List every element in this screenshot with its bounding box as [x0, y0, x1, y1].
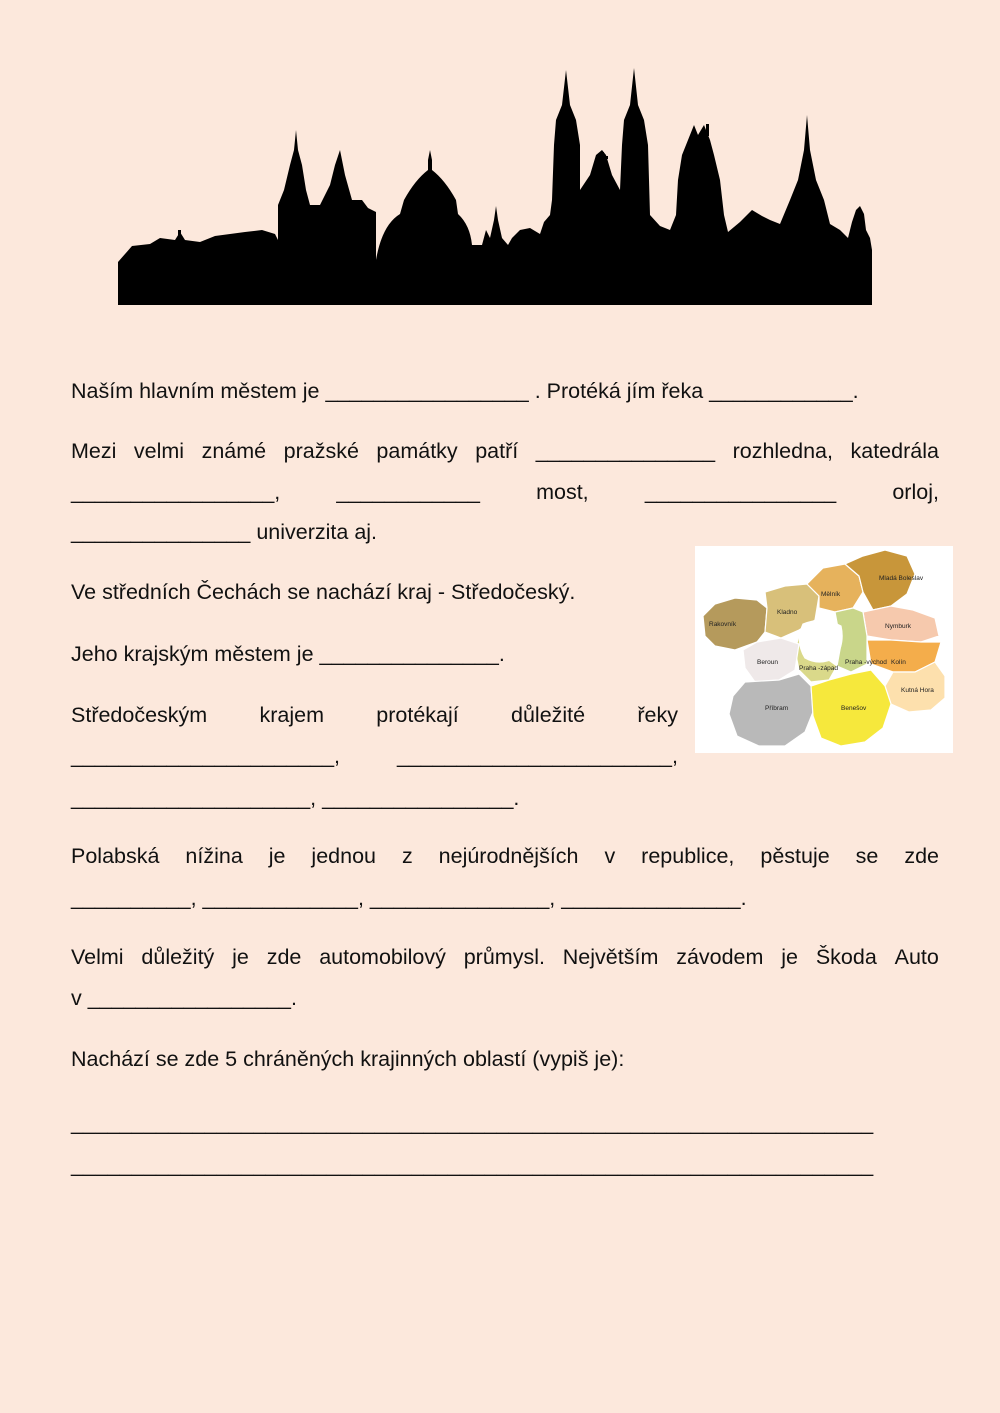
sentence-automotive-2: v _________________.: [71, 986, 297, 1010]
sentence-automotive-1: [71, 944, 939, 970]
sentence-rivers-3: ____________________, ________________.: [71, 786, 520, 810]
sentence-university: _______________ univerzita aj.: [71, 520, 378, 544]
answer-blank[interactable]: ______________________,: [71, 744, 341, 768]
word: Polabská: [71, 844, 160, 868]
sentence-regional-city: Jeho krajským městem je _______________.: [71, 642, 505, 666]
prague-area: [799, 620, 842, 662]
word: rozhledna,: [732, 439, 833, 463]
map-label: Příbram: [765, 705, 789, 712]
word: důležité: [511, 703, 586, 727]
word: krajem: [259, 703, 324, 727]
word: zde: [266, 945, 302, 969]
word: závodem: [676, 945, 764, 969]
word: Auto: [894, 945, 939, 969]
word: katedrála: [850, 439, 939, 463]
map-label: Mladá Boleslav: [879, 575, 924, 582]
word: se: [855, 844, 879, 868]
word: republice,: [641, 844, 735, 868]
word: Mezi: [71, 439, 117, 463]
word: z: [401, 844, 413, 868]
answer-line-2[interactable]: __________________________________________________________________: [71, 1153, 874, 1177]
sentence-prague-monuments-2: [71, 479, 939, 505]
word: pražské: [283, 439, 359, 463]
answer-blank[interactable]: _________________,: [71, 480, 281, 504]
word: důležitý: [141, 945, 215, 969]
sentence-polabi-1: [71, 843, 939, 869]
word: Středočeským: [71, 703, 208, 727]
word: Velmi: [71, 945, 124, 969]
map-label: Rakovník: [709, 621, 737, 628]
central-bohemia-map: [695, 546, 953, 753]
word: jednou: [311, 844, 376, 868]
answer-blank[interactable]: ____________: [336, 480, 480, 504]
word: most,: [536, 480, 589, 504]
word: průmysl.: [463, 945, 545, 969]
map-label: Kolín: [891, 659, 906, 666]
sentence-prague-monuments-1: [71, 438, 939, 464]
map-label: Benešov: [841, 705, 867, 712]
sentence-central-bohemia: Ve středních Čechách se nachází kraj - Středočeský.: [71, 580, 576, 604]
answer-blank[interactable]: ________________: [644, 480, 837, 504]
answer-blank[interactable]: _______________________,: [397, 744, 678, 768]
sentence-protected-areas: Nachází se zde 5 chráněných krajinných oblastí (vypiš je):: [71, 1047, 625, 1071]
word: zde: [904, 844, 939, 868]
sentence-capital-city: Naším hlavním městem je _________________ . Protéká jím řeka ____________.: [71, 379, 859, 403]
word: nížina: [185, 844, 243, 868]
answer-blank[interactable]: _______________: [535, 439, 716, 463]
map-label: Beroun: [757, 659, 778, 666]
word: v: [604, 844, 616, 868]
word: je: [268, 844, 286, 868]
word: známé: [201, 439, 267, 463]
word: je: [781, 945, 798, 969]
word: velmi: [133, 439, 185, 463]
map-label: Nymburk: [885, 623, 912, 630]
map-svg: [695, 546, 953, 753]
sentence-rivers-1: [71, 702, 678, 728]
word: je: [232, 945, 249, 969]
word: Škoda: [815, 945, 877, 969]
word: památky: [376, 439, 458, 463]
map-label: Praha -východ: [845, 659, 887, 666]
answer-line-1[interactable]: __________________________________________________________________: [71, 1111, 874, 1135]
map-label: Kutná Hora: [901, 687, 934, 694]
word: patří: [475, 439, 519, 463]
word: orloj,: [892, 480, 939, 504]
word: řeky: [637, 703, 678, 727]
prague-skyline-image: [118, 66, 872, 306]
word: Největším: [562, 945, 659, 969]
word: protékají: [376, 703, 459, 727]
map-label: Mělník: [821, 591, 841, 598]
word: pěstuje: [760, 844, 830, 868]
map-label: Praha -západ: [799, 665, 839, 672]
word: automobilový: [319, 945, 446, 969]
sentence-rivers-2: [71, 743, 678, 769]
word: nejúrodnějších: [438, 844, 579, 868]
sentence-polabi-2: __________, _____________, _______________, _______________.: [71, 886, 747, 910]
map-label: Kladno: [777, 609, 798, 616]
